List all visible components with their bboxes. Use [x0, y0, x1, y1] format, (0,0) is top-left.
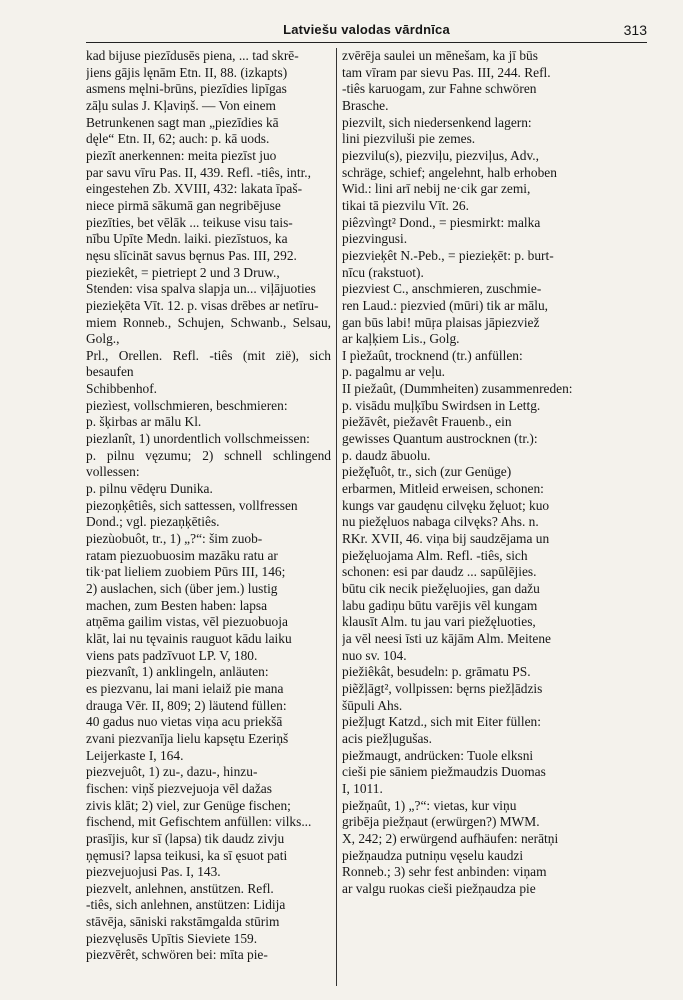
text-line: cieši pie sāniem piežmaudzis Duomas [342, 764, 546, 780]
text-line: nību Upīte Medn. laiki. piezīstuos, ka [86, 231, 288, 247]
text-line: zivis klāt; 2) viel, zur Genüge fischen; [86, 797, 291, 813]
text-line: p. daudz ābuolu. [342, 447, 431, 463]
text-line: piezvejuojusi Pas. I, 143. [86, 864, 221, 880]
text-line: piezlanît, 1) unordentlich vollschmeissen: [86, 431, 310, 447]
text-line: piežęluojama Alm. Refl. -tiês, sich [342, 547, 528, 563]
text-line: jiens gājis lęnām Etn. II, 88. (izkapts) [86, 64, 288, 80]
text-line: piêzvìngt² Dond., = piesmirkt: malka [342, 214, 541, 230]
text-line: p. visādu muļķību Swirdsen in Lettg. [342, 397, 541, 413]
page-header [86, 22, 647, 43]
text-line: piezvilt, sich niedersenkend lagern: [342, 114, 532, 130]
text-line: piezoņķêtiês, sich sattessen, vollfressen [86, 497, 298, 513]
text-line: gan būs labi! mūŗa plaisas jāpiezviež [342, 314, 540, 330]
text-line: nu piežęluos nabaga cilvęks? Ahs. n. [342, 514, 539, 530]
text-line: eingestehen Zb. XVIII, 432: lakata īpaš- [86, 181, 303, 197]
text-line: ratam piezuobuosim mazāku ratu ar [86, 547, 278, 563]
text-line: nuo sv. 104. [342, 647, 407, 663]
text-line: piežę̃luôt, tr., sich (zur Genüge) [342, 464, 512, 480]
right-column [342, 48, 646, 986]
text-line: nęsu slīcināt savus bęrnus Pas. III, 292. [86, 247, 297, 263]
text-line: piežļugt Katzd., sich mit Eiter füllen: [342, 714, 541, 730]
text-line: I pìežaût, trocknend (tr.) anfüllen: [342, 347, 523, 363]
text-line: p. pilnu vęzumu; 2) schnell schlingend vollessen: [86, 447, 331, 480]
text-line: piezvęlusēs Upītis Sieviete 159. [86, 930, 258, 946]
text-line: tik·pat lieliem zuobiem Pūrs III, 146; [86, 564, 286, 580]
text-line: Betrunkenen sagt man „piezīdies kā [86, 114, 279, 130]
text-line: drauga Vēr. II, 809; 2) läutend füllen: [86, 697, 287, 713]
text-line: zāļu sulas J. Kļaviņš. — Von einem [86, 97, 276, 113]
text-line: prasījis, kur sī (lapsa) tik daudz zivju [86, 830, 285, 846]
text-line: lini piezviluši pie zemes. [342, 131, 476, 147]
text-line: es piezvanu, lai mani ielaiž pie mana [86, 680, 284, 696]
text-line: 2) auslachen, sich (über jem.) lustig [86, 581, 278, 596]
text-line: klāt, lai nu tęvainis rauguot kādu laiku [86, 630, 292, 646]
text-line: piezvilu(s), piezviļu, piezviļus, Adv., [342, 147, 539, 163]
text-line: piezvērêt, schwören bei: mīta pie- [86, 947, 268, 963]
text-line: labu gadiņu būtu varējis vēl kungam [342, 597, 538, 613]
text-line: X, 242; 2) erwürgend aufhäufen: nerātņi [342, 830, 559, 846]
text-line: ren Laud.: piezvied (mūri) tik ar mālu, [342, 297, 548, 313]
text-line: piezviest C., anschmieren, zuschmie- [342, 281, 542, 297]
text-line: nīcu (rakstuot). [342, 264, 424, 280]
text-line: ar kaļķiem Lis., Golg. [342, 331, 460, 347]
text-line: kad bijuse piezīdusēs piena, ... tad skrē- [86, 48, 299, 63]
text-line: pieziekêt, = pietriept 2 und 3 Druw., [86, 264, 280, 280]
text-line: šūpuli Ahs. [342, 697, 403, 713]
text-line: -tiês karuogam, zur Fahne schwören [342, 81, 537, 97]
text-line: dęle“ Etn. II, 62; auch: p. kā uods. [86, 131, 270, 147]
text-line: piežņaudza putniņu vęselu kaudzi [342, 847, 524, 863]
text-line: schräge, schief; angelehnt, halb erhoben [342, 164, 557, 180]
running-title: Latviešu valodas vārdnīca [283, 22, 450, 37]
text-line: piežāvêt, piežavêt Frauenb., ein [342, 414, 512, 430]
text-line: piezvingusi. [342, 231, 408, 247]
text-line: Stenden: visa spalva slapja un... viļājuoties [86, 281, 316, 297]
text-line: piežņaût, 1) „?“: vietas, kur viņu [342, 797, 517, 813]
text-line: tam vīram par sievu Pas. III, 244. Refl. [342, 64, 551, 80]
column-divider [336, 48, 337, 986]
text-line: piezvelt, anlehnen, anstützen. Refl. [86, 880, 274, 896]
text-line: Wid.: lini arī nebij ne·cik gar zemi, [342, 181, 531, 197]
text-line: piezvieķêt N.-Peb., = piezieķēt: p. burt- [342, 247, 554, 263]
text-line: 40 gadus nuo vietas viņa acu priekšā [86, 714, 283, 730]
text-line: miem Ronneb., Schujen, Schwanb., Selsau, Golg., [86, 314, 331, 347]
text-line: -tiês, sich anlehnen, anstützen: Lidija [86, 897, 286, 913]
text-line: stāvēja, sāniski rakstāmgalda stūrim [86, 914, 280, 930]
text-line: tikai tā piezvilu Vīt. 26. [342, 197, 469, 213]
text-line: būtu cik necik piežęluojies, gan dažu [342, 581, 540, 596]
text-line: piezvejuôt, 1) zu-, dazu-, hinzu- [86, 764, 258, 780]
text-line: piezīt anerkennen: meita piezīst juo [86, 147, 277, 163]
text-line: piezīties, bet vēlāk ... teikuse visu tais- [86, 214, 293, 230]
text-line: II piežaût, (Dummheiten) zusammenreden: [342, 381, 573, 397]
text-line: ja vēl neesi īsti uz kājām Alm. Meitene [342, 630, 551, 646]
text-line: Dond.; vgl. piezaņķētiês. [86, 514, 220, 530]
text-line: fischend, mit Gefischtem anfüllen: vilks... [86, 814, 312, 830]
text-line: kungs var gaudęnu cilvęku žęluot; kuo [342, 497, 550, 513]
text-line: piezìest, vollschmieren, beschmieren: [86, 397, 288, 413]
text-line: machen, zum Besten haben: lapsa [86, 597, 268, 613]
text-line: ņęmusi? lapsa teikusi, ka sī ęsuot pati [86, 847, 288, 863]
page-number: 313 [623, 22, 647, 38]
text-line: piežmaugt, andrücken: Tuole elksni [342, 747, 534, 763]
text-line: Brasche. [342, 97, 389, 113]
text-line: p. pagalmu ar veļu. [342, 364, 445, 380]
text-line: Prl., Orellen. Refl. -tiês (mit zië), sich besaufen [86, 347, 331, 380]
text-line: viens pats padzīvuot LP. V, 180. [86, 647, 258, 663]
text-line: atņēma gailim vistas, vēl piezuobuoja [86, 614, 288, 630]
text-line: gewisses Quantum austrocknen (tr.): [342, 431, 538, 447]
text-line: Ronneb.; 3) sehr fest anbinden: viņam [342, 864, 547, 880]
text-line: piežiêkât, besudeln: p. grāmatu PS. [342, 664, 531, 680]
text-line: zvērēja saulei un mēnešam, ka jī būs [342, 48, 538, 63]
text-line: gribēja piežņaut (erwürgen?) MWM. [342, 814, 540, 830]
text-line: p. pilnu vēdęru Dunika. [86, 481, 213, 497]
text-line: fischen: viņš piezvejuoja vēl dažas [86, 780, 272, 796]
text-line: par savu vīru Pas. II, 439. Refl. -tiês, intr., [86, 164, 311, 180]
text-line: asmens męlni-brūns, piezīdies lipīgas [86, 81, 287, 97]
text-line: schonen: esi par daudz ... sapūlējies. [342, 564, 537, 580]
text-line: piezieķēta Vīt. 12. p. visas drēbes ar netīru- [86, 297, 319, 313]
text-line: klausīt Alm. tu jau vari piežęluoties, [342, 614, 536, 630]
text-line: I, 1011. [342, 780, 383, 796]
text-line: acis piežļugušas. [342, 730, 432, 746]
text-line: zvani piezvanīja lielu kapsętu Ezeriņš [86, 730, 289, 746]
text-line: erbarmen, Mitleid erweisen, schonen: [342, 481, 544, 497]
text-line: piezvanît, 1) anklingeln, anläuten: [86, 664, 269, 680]
text-line: p. šķirbas ar mālu Kl. [86, 414, 202, 430]
text-line: piẽžļāgt², vollpissen: bęrns piežļādzis [342, 680, 543, 696]
text-line: niece pirmā sākumā gan negribējuse [86, 197, 281, 213]
text-line: Schibbenhof. [86, 381, 158, 397]
left-column [86, 48, 331, 986]
text-line: RKr. XVII, 46. viņa bij saudzējama un [342, 531, 550, 547]
text-line: piezùobuôt, tr., 1) „?“: šim zuob- [86, 531, 263, 547]
text-line: ar valgu ruokas cieši piežņaudza pie [342, 880, 536, 896]
text-line: Leijerkaste I, 164. [86, 747, 184, 763]
